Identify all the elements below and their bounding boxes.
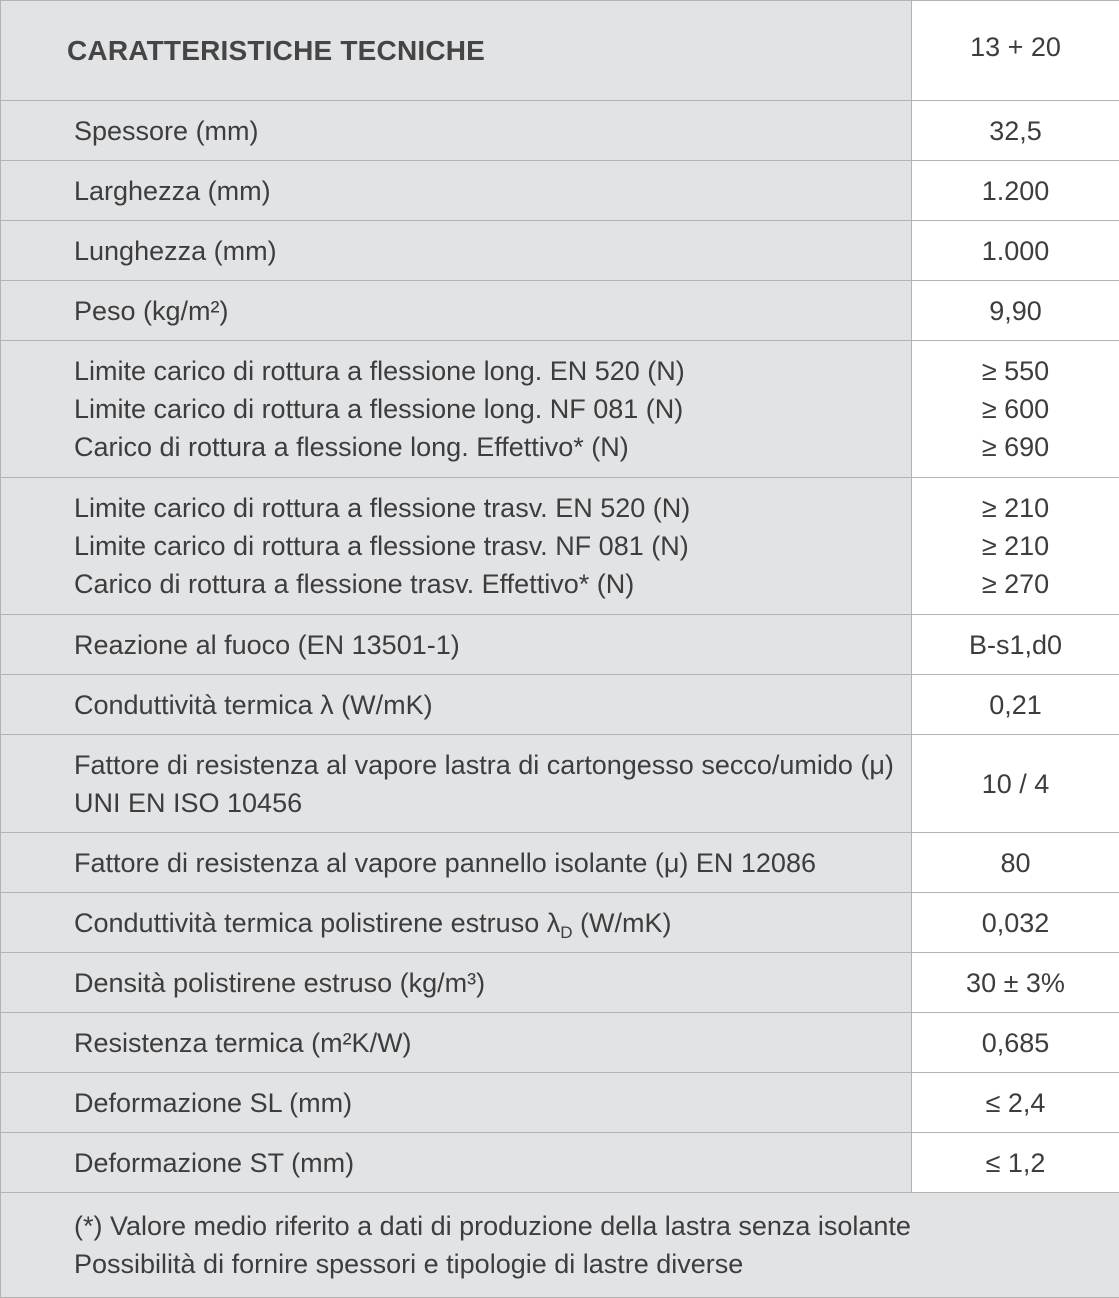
table-row: [1, 615, 1119, 675]
row-value: ≥ 550 ≥ 600 ≥ 690: [912, 341, 1119, 478]
row-label: Peso (kg/m²): [1, 281, 912, 341]
row-value: B-s1,d0: [912, 615, 1119, 675]
table-row: [1, 101, 1119, 161]
table-row: [1, 281, 1119, 341]
row-value: 0,21: [912, 675, 1119, 735]
row-value: 32,5: [912, 101, 1119, 161]
row-value: 0,032: [912, 893, 1119, 953]
row-label: Limite carico di rottura a flessione trasv. EN 520 (N) Limite carico di rottura a flessione trasv. NF 081 (N) Carico di rottura a flessione trasv. Effettivo* (N): [1, 478, 912, 615]
table-row: [1, 735, 1119, 833]
table-row: [1, 893, 1119, 953]
row-value: 9,90: [912, 281, 1119, 341]
row-label: Conduttività termica λ (W/mK): [1, 675, 912, 735]
table-row: [1, 675, 1119, 735]
row-label: Fattore di resistenza al vapore lastra di cartongesso secco/umido (μ) UNI EN ISO 10456: [1, 735, 912, 833]
table-row: [1, 341, 1119, 478]
footnote-line: (*) Valore medio riferito a dati di produzione della lastra senza isolante: [74, 1207, 1119, 1245]
row-value: 1.200: [912, 161, 1119, 221]
table-row: [1, 221, 1119, 281]
table-row: [1, 478, 1119, 615]
row-label: Densità polistirene estruso (kg/m³): [1, 953, 912, 1013]
row-label: Lunghezza (mm): [1, 221, 912, 281]
table-row: [1, 953, 1119, 1013]
row-label: Deformazione ST (mm): [1, 1133, 912, 1193]
row-label: Conduttività termica polistirene estruso $\lambda_D$ (W/mK): [1, 893, 912, 953]
row-label: Larghezza (mm): [1, 161, 912, 221]
row-label: Spessore (mm): [1, 101, 912, 161]
row-value: ≤ 2,4: [912, 1073, 1119, 1133]
table-title: CARATTERISTICHE TECNICHE: [1, 1, 912, 101]
table-row: [1, 1133, 1119, 1193]
header-row: [1, 1, 1119, 101]
table-row: [1, 1073, 1119, 1133]
table-row: [1, 833, 1119, 893]
row-value: ≤ 1,2: [912, 1133, 1119, 1193]
row-value: 10 / 4: [912, 735, 1119, 833]
header-value: 13 + 20: [912, 1, 1119, 101]
row-value: 80: [912, 833, 1119, 893]
row-label: Reazione al fuoco (EN 13501-1): [1, 615, 912, 675]
row-value: 0,685: [912, 1013, 1119, 1073]
row-value: 30 ± 3%: [912, 953, 1119, 1013]
row-value: 1.000: [912, 221, 1119, 281]
footnote-line: Possibilità di fornire spessori e tipologie di lastre diverse: [74, 1245, 1119, 1283]
row-label: Deformazione SL (mm): [1, 1073, 912, 1133]
footnotes: [1, 1193, 1119, 1298]
row-label: Fattore di resistenza al vapore pannello isolante (μ) EN 12086: [1, 833, 912, 893]
table-row: [1, 1013, 1119, 1073]
row-label: Limite carico di rottura a flessione long. EN 520 (N) Limite carico di rottura a flessione long. NF 081 (N) Carico di rottura a flessione long. Effettivo* (N): [1, 341, 912, 478]
table-row: [1, 161, 1119, 221]
row-label: Resistenza termica (m²K/W): [1, 1013, 912, 1073]
footnote-row: [1, 1193, 1119, 1298]
row-value: ≥ 210 ≥ 210 ≥ 270: [912, 478, 1119, 615]
